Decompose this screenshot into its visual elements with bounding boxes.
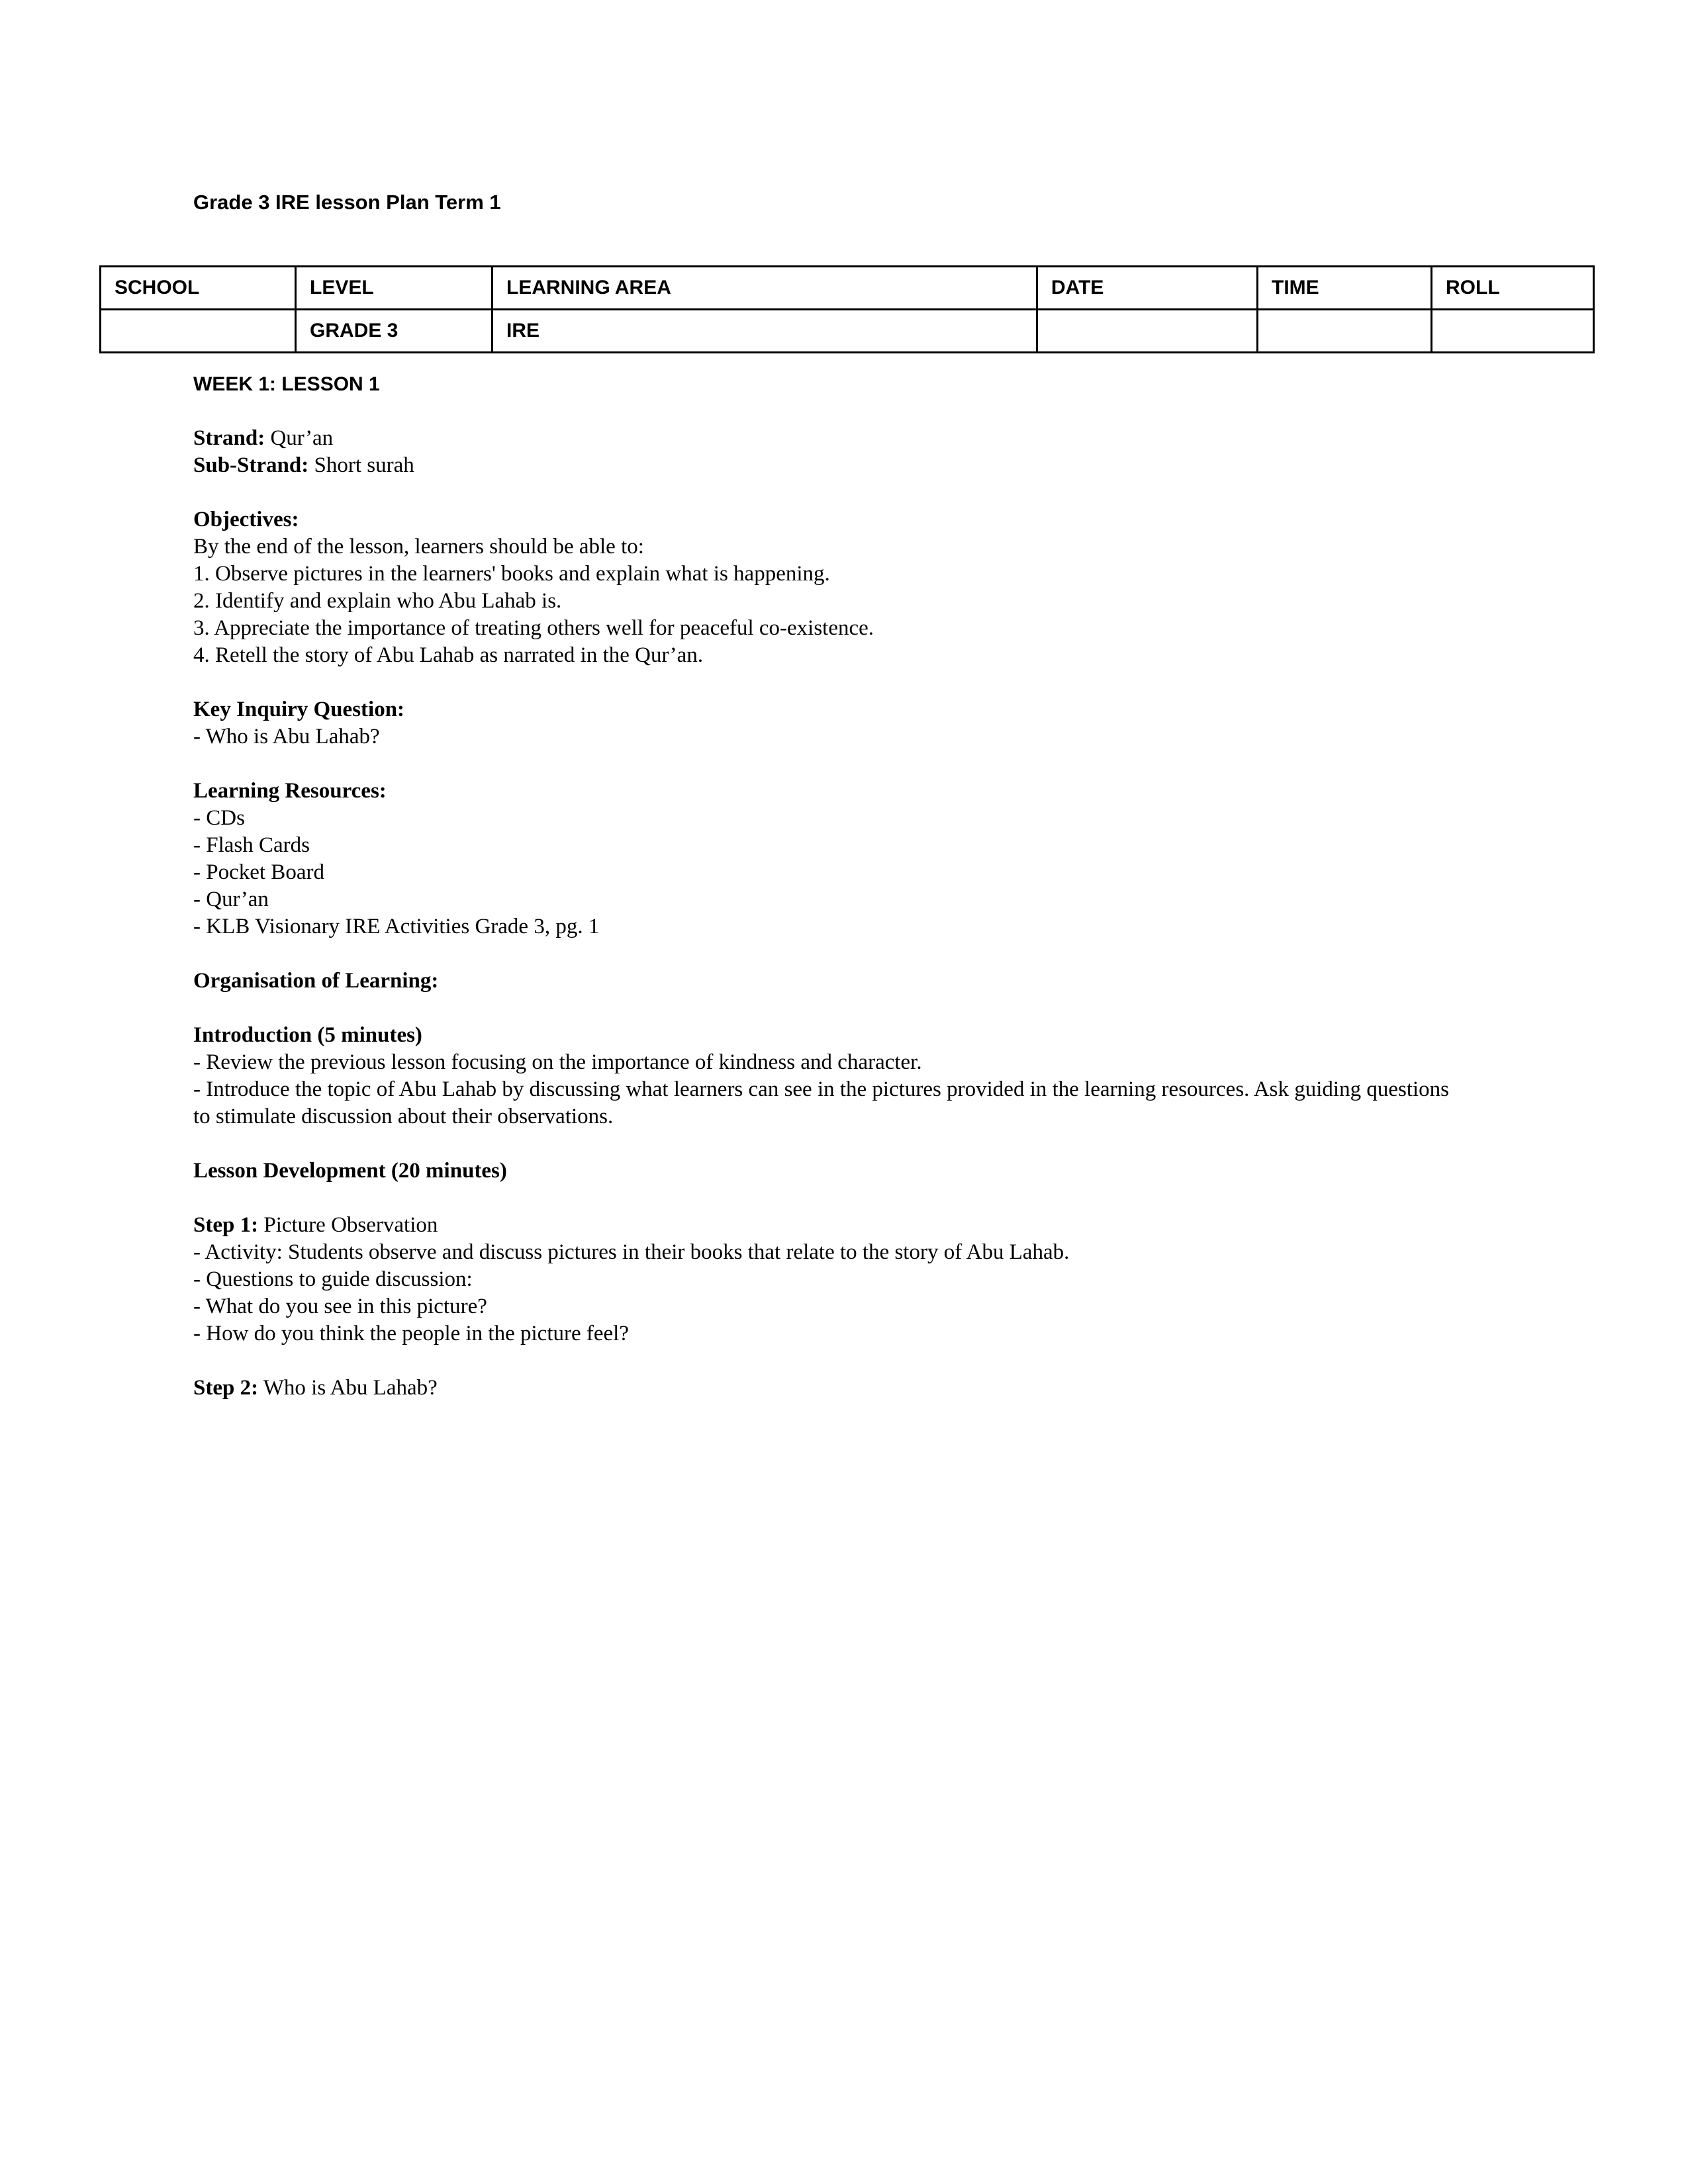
step2-line xyxy=(193,1375,1461,1402)
header-time: TIME xyxy=(1258,267,1432,310)
step1-value: Picture Observation xyxy=(258,1213,438,1237)
step1-line xyxy=(193,1212,1461,1239)
step2-value: Who is Abu Lahab? xyxy=(258,1376,438,1400)
strand-line xyxy=(193,425,1461,452)
introduction-heading: Introduction (5 minutes) xyxy=(193,1023,422,1047)
lesson-development-heading: Lesson Development (20 minutes) xyxy=(193,1159,507,1183)
week-lesson-heading: WEEK 1: LESSON 1 xyxy=(193,373,380,395)
learning-resource-item: - KLB Visionary IRE Activities Grade 3, pg. 1 xyxy=(193,915,600,938)
spacer xyxy=(193,669,1461,696)
substrand-line xyxy=(193,452,1461,479)
spacer xyxy=(193,1185,1461,1212)
step1-item: - Questions to guide discussion: xyxy=(193,1267,473,1291)
cell-learning-area[interactable]: IRE xyxy=(492,310,1037,353)
table-header-row xyxy=(101,267,1594,310)
learning-resource-item: - CDs xyxy=(193,806,245,830)
introduction-item: - Introduce the topic of Abu Lahab by discussing what learners can see in the pictures provided in the learning resources. Ask guiding questions to stimulate discussion about their observations. xyxy=(193,1077,1450,1128)
cell-time[interactable] xyxy=(1258,310,1432,353)
cell-roll[interactable] xyxy=(1432,310,1594,353)
objective-item: 3. Appreciate the importance of treating others well for peaceful co-existence. xyxy=(193,616,874,640)
spacer xyxy=(193,751,1461,778)
spacer xyxy=(193,398,1461,425)
step1-item: - How do you think the people in the picture feel? xyxy=(193,1322,629,1345)
organisation-heading: Organisation of Learning: xyxy=(193,969,439,993)
key-inquiry-item: - Who is Abu Lahab? xyxy=(193,725,380,749)
strand-value: Qur’an xyxy=(265,426,334,450)
spacer xyxy=(193,940,1461,968)
objectives-intro: By the end of the lesson, learners should be able to: xyxy=(193,535,644,559)
spacer xyxy=(193,995,1461,1022)
cell-date[interactable] xyxy=(1037,310,1258,353)
key-inquiry-heading: Key Inquiry Question: xyxy=(193,698,405,721)
learning-resource-item: - Qur’an xyxy=(193,887,269,911)
introduction-item: - Review the previous lesson focusing on the importance of kindness and character. xyxy=(193,1050,922,1074)
table-row xyxy=(101,310,1594,353)
step1-item: - Activity: Students observe and discuss pictures in their books that relate to the story of Abu Lahab. xyxy=(193,1240,1070,1264)
header-level: LEVEL xyxy=(296,267,492,310)
objective-item: 4. Retell the story of Abu Lahab as narrated in the Qur’an. xyxy=(193,643,704,667)
step1-item: - What do you see in this picture? xyxy=(193,1295,487,1318)
spacer xyxy=(193,1347,1461,1375)
cell-school[interactable] xyxy=(101,310,296,353)
objective-item: 1. Observe pictures in the learners' books and explain what is happening. xyxy=(193,562,830,586)
cell-level[interactable]: GRADE 3 xyxy=(296,310,492,353)
objectives-heading: Objectives: xyxy=(193,508,299,531)
lesson-info-table xyxy=(99,265,1595,353)
substrand-label: Sub-Strand: xyxy=(193,453,309,477)
spacer xyxy=(193,1130,1461,1158)
header-learning-area: LEARNING AREA xyxy=(492,267,1037,310)
header-school: SCHOOL xyxy=(101,267,296,310)
lesson-plan-body xyxy=(193,371,1461,1402)
learning-resources-heading: Learning Resources: xyxy=(193,779,387,803)
substrand-value: Short surah xyxy=(308,453,414,477)
strand-label: Strand: xyxy=(193,426,265,450)
header-roll: ROLL xyxy=(1432,267,1594,310)
learning-resource-item: - Flash Cards xyxy=(193,833,310,857)
header-date: DATE xyxy=(1037,267,1258,310)
learning-resource-item: - Pocket Board xyxy=(193,860,324,884)
page-title: Grade 3 IRE lesson Plan Term 1 xyxy=(193,191,501,214)
objective-item: 2. Identify and explain who Abu Lahab is. xyxy=(193,589,562,613)
step1-label: Step 1: xyxy=(193,1213,259,1237)
step2-label: Step 2: xyxy=(193,1376,259,1400)
spacer xyxy=(193,479,1461,506)
